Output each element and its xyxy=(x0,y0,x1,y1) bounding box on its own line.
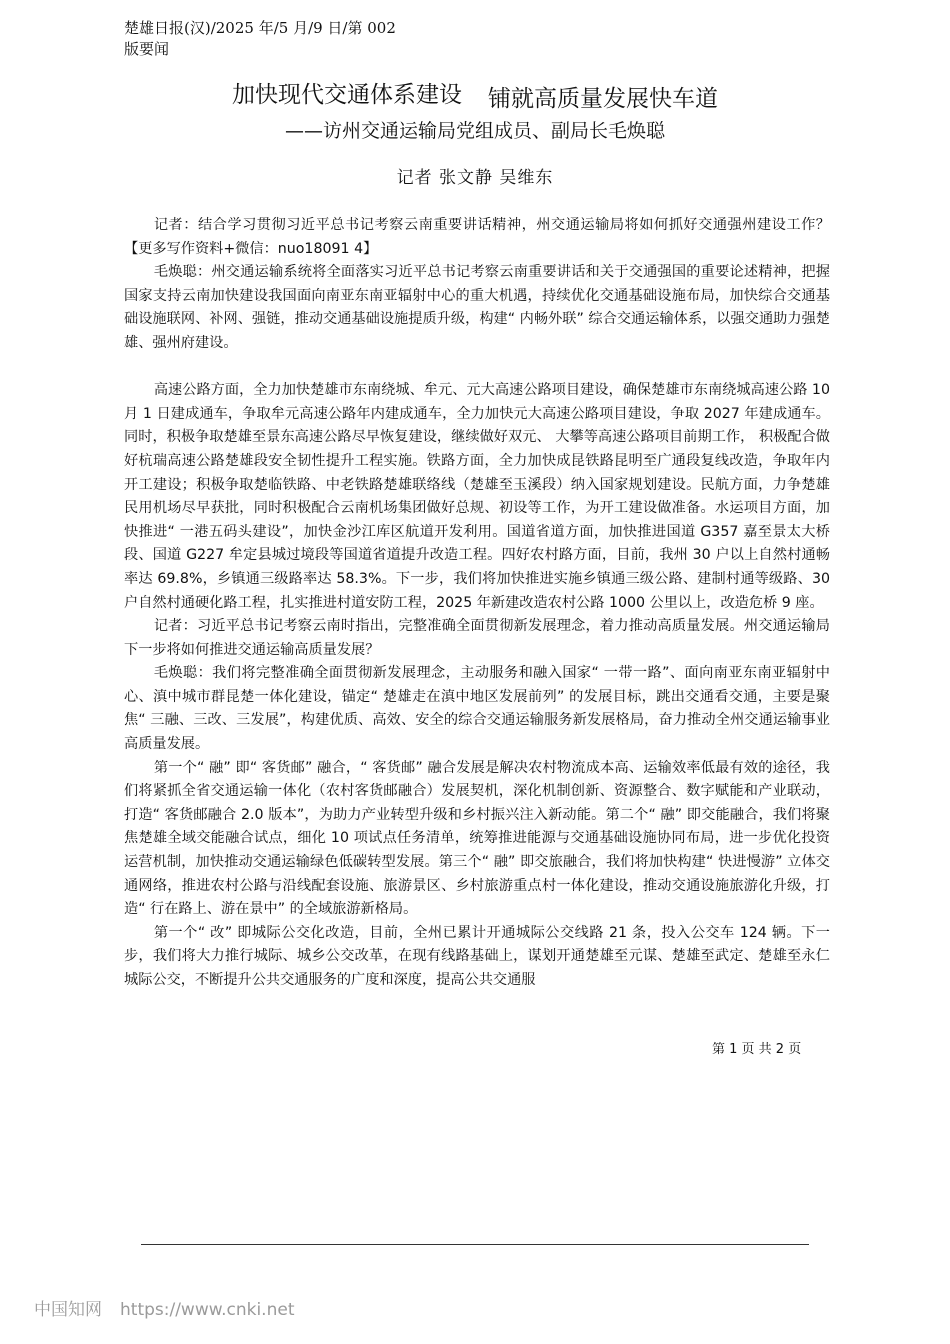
cnki-brand: 中国知网 xyxy=(34,1300,102,1320)
headline-part-1: 加快现代交通体系建设 xyxy=(232,82,462,108)
cnki-watermark xyxy=(34,1295,294,1320)
paragraph: 记者：结合学习贯彻习近平总书记考察云南重要讲话精神，州交通运输局将如何抓好交通强州建设工作？【更多写作资料+微信：nuo18091 4】 xyxy=(124,217,830,257)
paragraph: 高速公路方面，全力加快楚雄市东南绕城、牟元、元大高速公路项目建设，确保楚雄市东南绕城高速公路 10 月 1 日建成通车，争取牟元高速公路年内建成通车，全力加快元大高速公路项目建设，争取 2027 年建成通车。同时，积极争取楚雄至景东高速公路尽早恢复建设，继续做好双元、 大攀等高速公路项目前期工作， 积极配合做好杭瑞高速公路楚雄段安全韧性提升工程实施。铁路方面，全力加快成昆铁路昆明至广通段复线改造，争取年内开工建设；积极争取楚临铁路、中老铁路楚雄联络线（楚雄至玉溪段）纳入国家规划建设。民航方面，力争楚雄民用机场尽早获批，同时积极配合云南机场集团做好总规、初设等工作，为开工建设做准备。水运项目方面，加快推进“ 一港五码头建设”，加快金沙江库区航道开发利用。国道省道方面，加快推进国道 G357 嘉至景太大桥段、国道 G227 牟定县城过境段等国道省道提升改造工程。四好农村路方面，目前，我州 30 户以上自然村通畅率达 69.8%，乡镇通三级路率达 58.3%。下一步，我们将加快推进实施乡镇通三级公路、建制村通等级路、30 户自然村通硬化路工程，扎实推进村道安防工程，2025 年新建改造农村公路 1000 公里以上，改造危桥 9 座。 xyxy=(124,382,830,611)
paragraph: 第一个“ 融” 即“ 客货邮” 融合，“ 客货邮” 融合发展是解决农村物流成本高、运输效率低最有效的途径，我们将紧抓全省交通运输一体化（农村客货邮融合）发展契机，深化机制创新、资源整合、数字赋能和产业联动，打造“ 客货邮融合 2.0 版本”，为助力产业转型升级和乡村振兴注入新动能。第二个“ 融” 即交能融合，我们将聚焦楚雄全域交能融合试点，细化 10 项试点任务清单，统筹推进能源与交通基础设施协同布局，进一步优化投资运营机制，加快推动交通运输绿色低碳转型发展。第三个“ 融” 即交旅融合，我们将加快构建“ 快进慢游” 立体交通网络，推进农村公路与沿线配套设施、旅游景区、乡村旅游重点村一体化建设，推动交通设施旅游化升级，打造“ 行在路上、游在景中” 的全域旅游新格局。 xyxy=(124,759,830,918)
footer-divider xyxy=(141,1244,809,1245)
source-line-2: 版要闻 xyxy=(124,40,170,58)
page-number: 第 1 页 共 2 页 xyxy=(712,1042,802,1057)
cnki-url[interactable]: https://www.cnki.net xyxy=(120,1300,295,1320)
paragraph: 记者：习近平总书记考察云南时指出，完整准确全面贯彻新发展理念，着力推动高质量发展。州交通运输局下一步将如何推进交通运输高质量发展？ xyxy=(124,618,830,658)
source-line-1: 楚雄日报(汉)/2025 年/5 月/9 日/第 002 xyxy=(124,19,396,37)
headline-part-2: 铺就高质量发展快车道 xyxy=(488,86,718,112)
paragraph: 毛焕聪：我们将完整准确全面贯彻新发展理念，主动服务和融入国家“ 一带一路”、面向南亚东南亚辐射中心、滇中城市群昆楚一体化建设，锚定“ 楚雄走在滇中地区发展前列” 的发展目标，跳出交通看交通，主要是聚焦“ 三融、三改、三发展”，构建优质、高效、安全的综合交通运输服务新发展格局，奋力推动全州交通运输事业高质量发展。 xyxy=(124,665,830,753)
headline xyxy=(0,84,950,114)
paragraph: 毛焕聪：州交通运输系统将全面落实习近平总书记考察云南重要讲话和关于交通强国的重要论述精神，把握国家支持云南加快建设我国面向南亚东南亚辐射中心的重大机遇，持续优化交通基础设施布局，加快综合交通基础设施联网、补网、强链，推动交通基础设施提质升级，构建“ 内畅外联” 综合交通运输体系，以强交通助力强楚雄、强州府建设。 xyxy=(124,264,830,351)
article-body xyxy=(124,214,830,993)
publication-source xyxy=(124,18,396,60)
byline: 记者 张文静 吴维东 xyxy=(396,168,554,188)
paragraph: 第一个“ 改” 即城际公交化改造，目前，全州已累计开通城际公交线路 21 条，投入公交车 124 辆。下一步，我们将大力推行城际、城乡公交改革，在现有线路基础上，谋划开通楚雄至元谋、楚雄至武定、楚雄至永仁城际公交，不断提升公共交通服务的广度和深度，提高公共交通服 xyxy=(124,924,830,988)
subtitle: ——访州交通运输局党组成员、副局长毛焕聪 xyxy=(284,120,665,142)
